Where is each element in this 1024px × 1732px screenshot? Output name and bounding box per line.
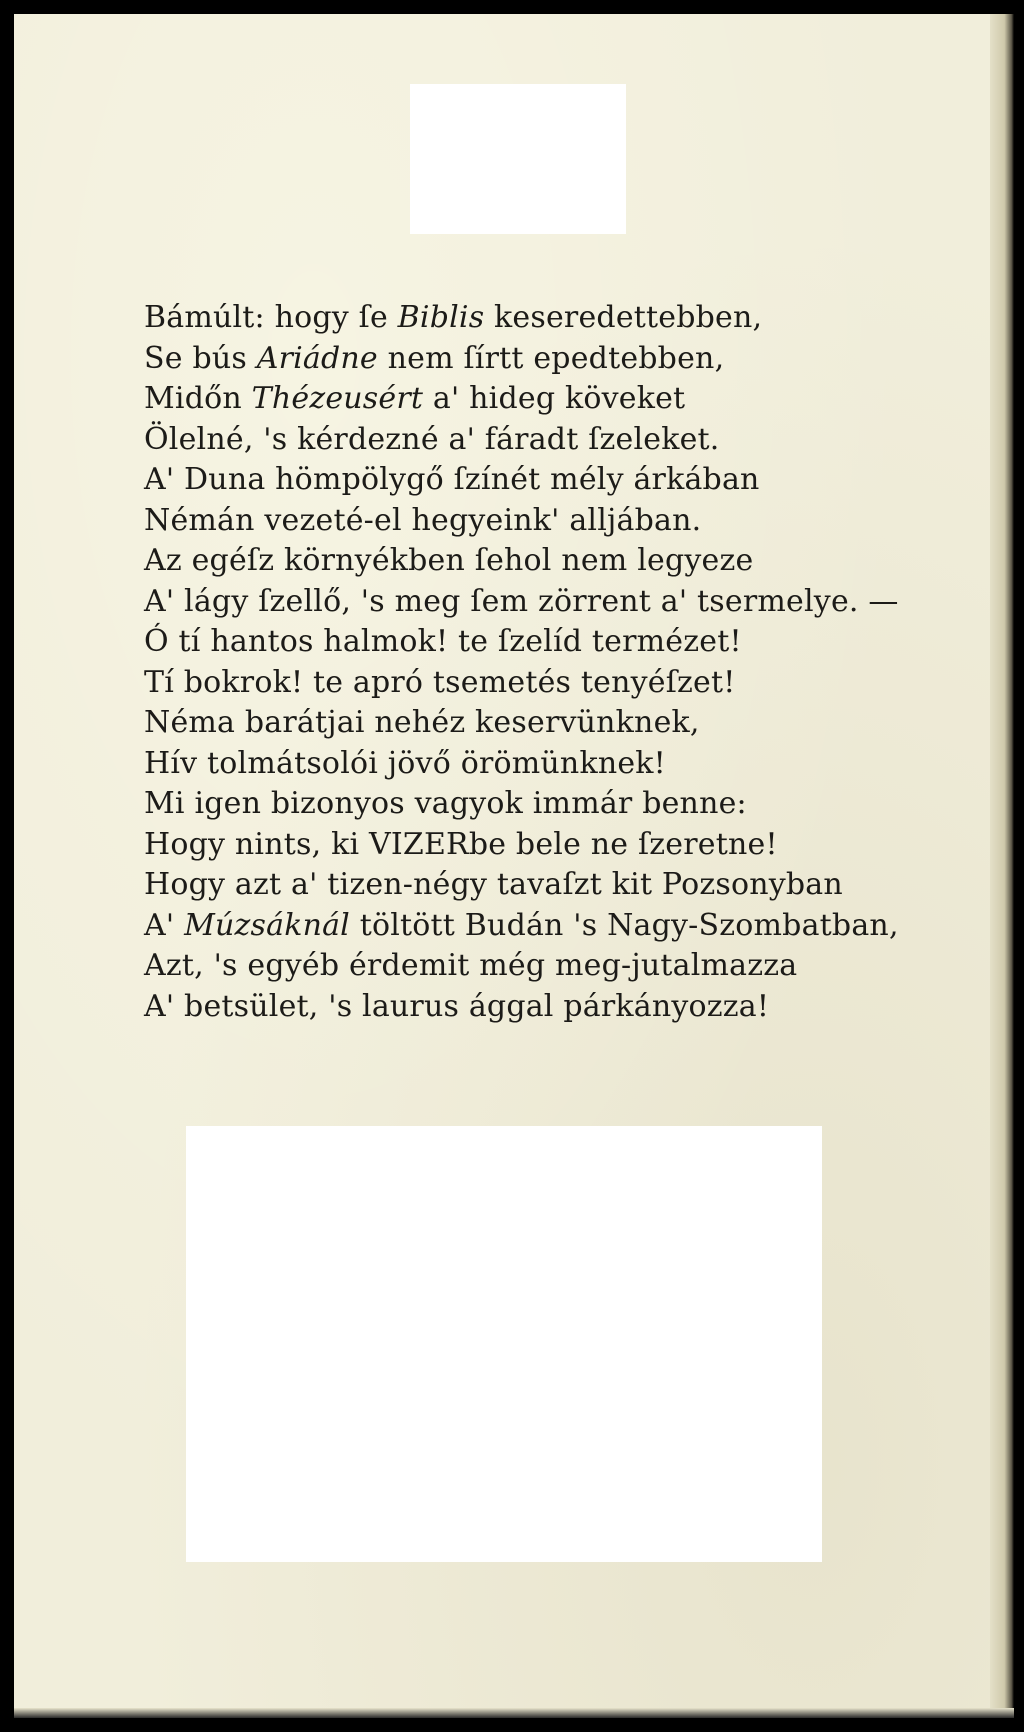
poem-line: A' betsület, 's laurus ággal párkányozza! xyxy=(144,988,770,1024)
poem-line: Azt, 's egyéb érdemit még meg-jutalmazza xyxy=(144,948,798,983)
poem-line: Ölelné, 's kérdezné a' fáradt ſzeleket. xyxy=(144,421,720,457)
poem-line: Az egéſz környékben ſehol nem legyeze xyxy=(144,543,754,578)
poem-line: A' Múzsáknál töltött Budán 's Nagy-Szombatban, xyxy=(144,907,899,943)
poem-text xyxy=(144,298,944,1027)
poem-line: Hív tolmátsolói jövő örömünknek! xyxy=(144,745,666,781)
poem-line: Se bús Ariádne nem ſírtt epedtebben, xyxy=(144,340,725,376)
poem-line: Némán vezeté-el hegyeink' alljában. xyxy=(144,502,702,538)
page-binding-edge xyxy=(990,14,1014,1718)
poem-line: Hogy azt a' tizen-négy tavaſzt kit Pozsonyban xyxy=(144,867,843,902)
page-bottom-edge xyxy=(14,1708,1014,1718)
poem-line: Mi igen bizonyos vagyok immár benne: xyxy=(144,786,747,821)
poem-line: A' Duna hömpölygő ſzínét mély árkában xyxy=(144,462,760,497)
redaction-box-bottom xyxy=(186,1126,822,1562)
poem-line: Bámúlt: hogy ſe Biblis keseredettebben, xyxy=(144,300,763,335)
poem-line: Néma barátjai nehéz keservünknek, xyxy=(144,705,700,740)
poem-line: Tí bokrok! te apró tsemetés tenyéſzet! xyxy=(144,664,736,700)
redaction-box-top xyxy=(410,84,626,234)
poem-line: Hogy nints, ki VIZERbe bele ne ſzeretne! xyxy=(144,826,778,862)
book-page xyxy=(14,14,1014,1718)
poem-line: Ó tí hantos halmok! te ſzelíd termézet! xyxy=(144,624,742,659)
poem-line: Midőn Thézeusért a' hideg köveket xyxy=(144,381,686,416)
poem-line: A' lágy ſzellő, 's meg ſem zörrent a' tsermelye. — xyxy=(144,583,899,619)
